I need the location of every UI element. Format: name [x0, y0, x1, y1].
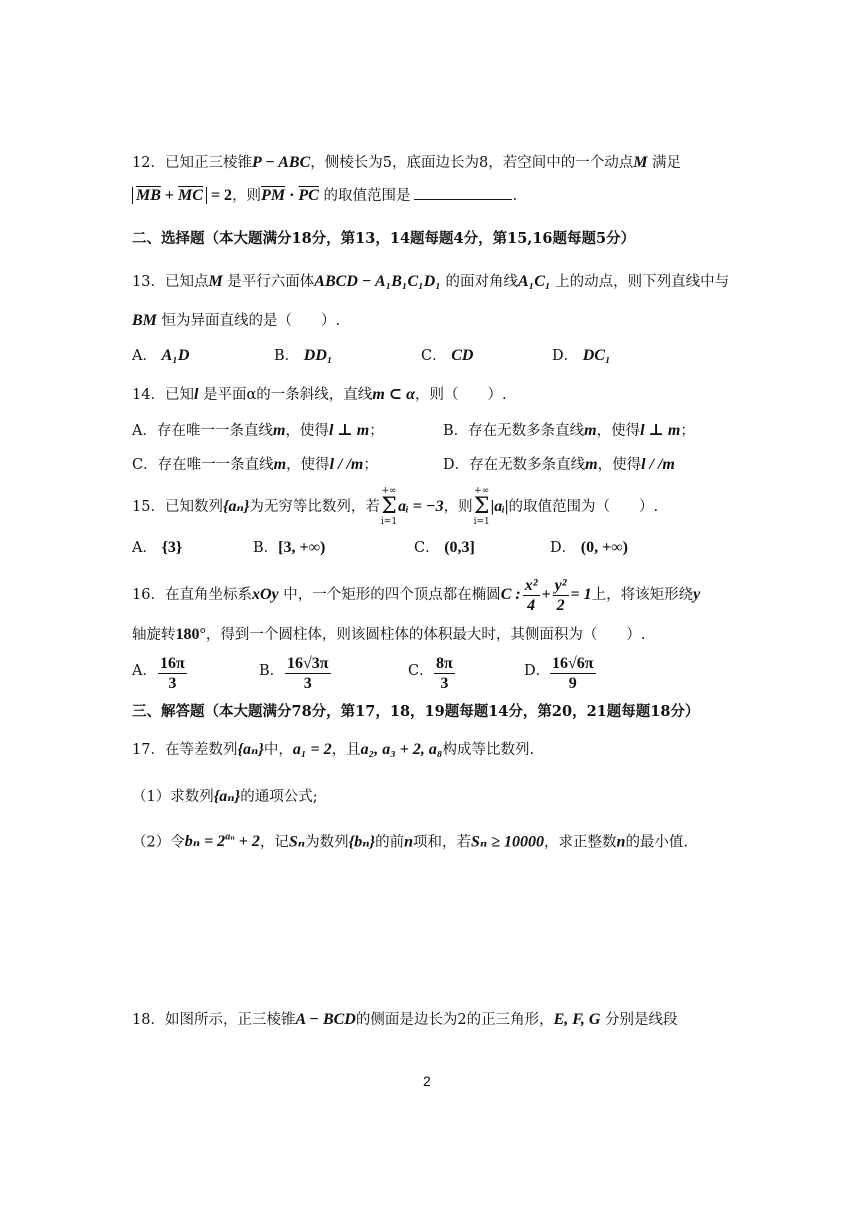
option-b: B． DD₁ [274, 347, 333, 364]
q12-line1: 12．已知正三棱锥P − ABC，侧棱长为5，底面边长为8，若空间中的一个动点M 满足 [132, 154, 682, 171]
section-heading-solutions: 三、解答题（本大题满分78分，第17，18，19题每题14分，第20，21题每题18分） [132, 703, 700, 720]
option-d: D． [524, 663, 551, 679]
q12-line2: $\overline{MB} + \overline{MC} = 2$，则$\overline{PM} \cdot \overline{PC}$ 的取值范围是 . [132, 188, 517, 204]
summation-symbol: +∞ Σ i=1 [380, 486, 398, 527]
math-m: M [633, 154, 648, 171]
ellipse-equation: C : $\frac{\text{x²}}{4}$ + $\frac{\text{y²}}{2}$ = 1 [500, 576, 592, 614]
option-b: B．[3, +∞) [253, 539, 326, 556]
math-pabc: P − ABC [251, 154, 311, 171]
section-heading-choice: 二、选择题（本大题满分18分，第13，14题每题4分，第15,16题每题5分） [132, 230, 636, 247]
q17-part1: （1）求数列{aₙ}的通项公式; [132, 788, 318, 805]
q17-line1: 17．在等差数列{aₙ}中，a₁ = 2，且a₂, a₃ + 2, a₈构成等比数列. [132, 741, 535, 758]
option-c: C． [408, 663, 434, 679]
option-b: B． [259, 663, 285, 679]
option-d: D． DC₁ [552, 347, 611, 364]
abs-vector-expr: $\overline{MB} + \overline{MC}$ [132, 187, 207, 204]
q16-line1: 16．在直角坐标系xOy 中，一个矩形的四个顶点都在椭圆C : $\frac{\text{x²}}{4}$ + $\frac{\text{y²}}{2}$ = 1上，将该矩形绕y [132, 576, 701, 614]
vector-pm: $\overline{PM}$ [261, 187, 286, 204]
option-a: A． [132, 663, 157, 679]
page-number: 2 [423, 1073, 431, 1089]
q18-line1: 18．如图所示，正三棱锥A − BCD的侧面是边长为2的正三角形，E, F, G 分别是线段 [132, 1011, 678, 1028]
option-d: D．存在无数多条直线m，使得l / /m [443, 456, 675, 473]
q17-part2: （2）令$b_n = 2^{a_n} + 2$，记Sₙ为数列{bₙ}的前n项和，若Sₙ ≥ 10000，求正整数n的最小值. [132, 832, 689, 851]
q15-line1: 15．已知数列{aₙ}为无穷等比数列，若+∞ Σ i=1aᵢ = −3，则+∞ Σ i=1|aᵢ|的取值范围为（ ）. [132, 486, 659, 527]
option-a: A．存在唯一一条直线m，使得l ⊥ m； [132, 422, 384, 439]
option-c: C． (0,3] [414, 539, 475, 556]
option-c: C．存在唯一一条直线m，使得l / /m； [132, 456, 378, 473]
q14-line1: 14．已知l 是平面α的一条斜线，直线m ⊂ α，则（ ）. [132, 386, 507, 403]
q16-options: A． $\frac{16\pi}{3}$ B． $\frac{16√3\pi}{3}$ C． $\frac{8\pi}{3}$ D． $\frac{16√6\pi}{9}$ [132, 655, 594, 693]
option-c: C． CD [421, 347, 474, 364]
q13-line1: 13．已知点M 是平行六面体ABCD − A₁B₁C₁D₁ 的面对角线A₁C₁ 上的动点，则下列直线中与 [132, 273, 730, 290]
q16-line2: 轴旋转180°，得到一个圆柱体，则该圆柱体的体积最大时，其侧面积为（ ）. [132, 626, 646, 643]
option-a: A． {3} [132, 539, 183, 556]
summation-symbol: +∞ Σ i=1 [473, 486, 490, 527]
math-parallelepiped: ABCD − A₁B₁C₁D₁ [314, 273, 441, 290]
q13-line2: BM 恒为异面直线的是（ ）. [132, 312, 341, 329]
option-d: D． (0, +∞) [550, 539, 628, 556]
option-b: B．存在无数多条直线m，使得l ⊥ m； [443, 422, 695, 439]
answer-blank [414, 198, 512, 200]
option-a: A． A₁D [132, 347, 190, 364]
vector-pc: $\overline{PC}$ [298, 187, 319, 204]
